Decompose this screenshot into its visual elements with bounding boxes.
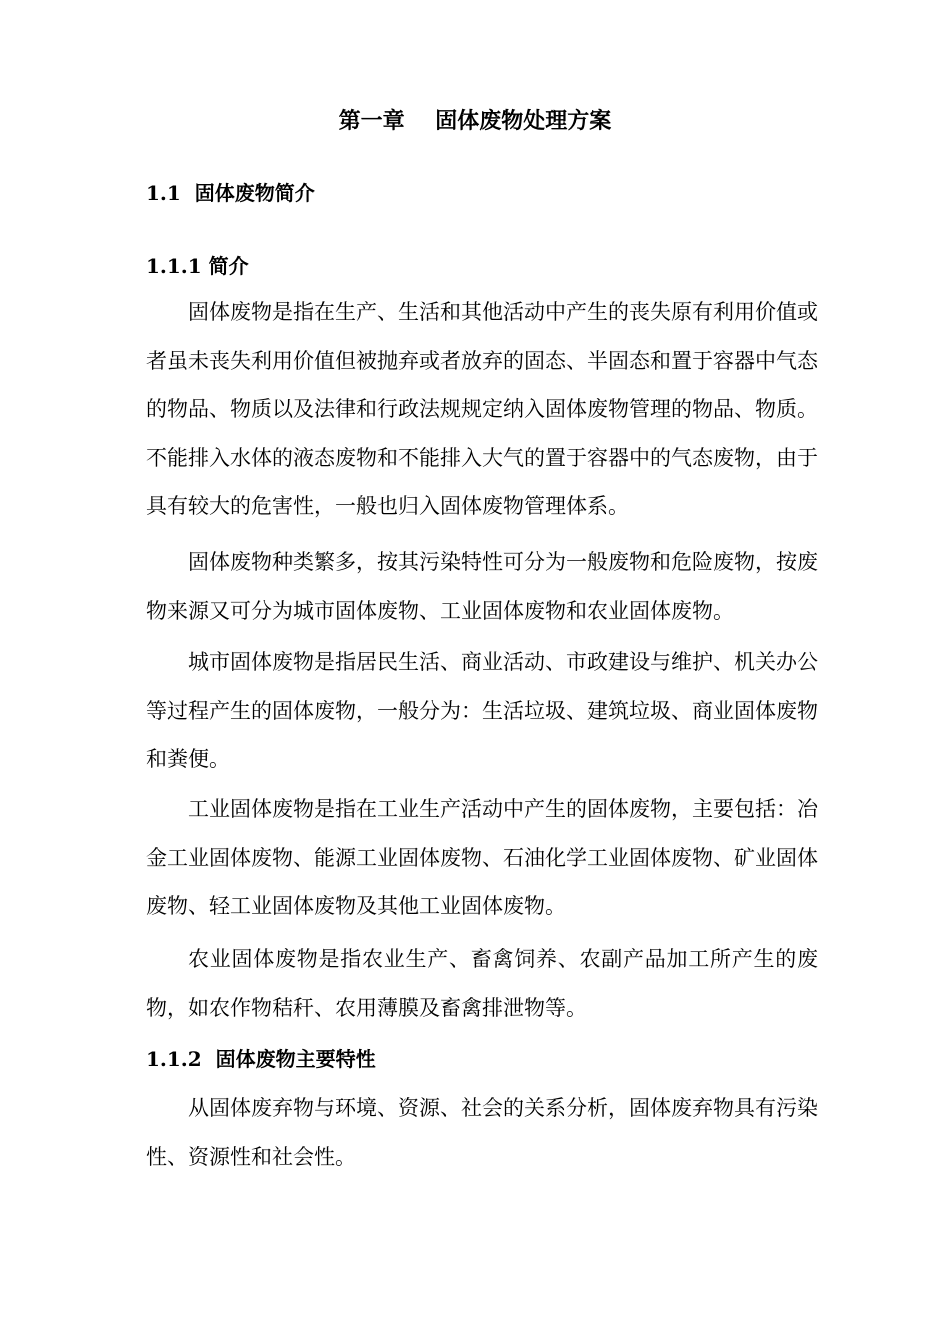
paragraph-classification: 固体废物种类繁多，按其污染特性可分为一般废物和危险废物，按废物来源又可分为城市固体废物、工业固体废物和农业固体废物。 — [146, 550, 818, 623]
paragraph-characteristics: 从固体废弃物与环境、资源、社会的关系分析，固体废弃物具有污染性、资源性和社会性。 — [146, 1096, 818, 1169]
section-heading-1-1: 1.1 固体废物简介 — [146, 181, 315, 205]
paragraph-agricultural-waste: 农业固体废物是指农业生产、畜禽饲养、农副产品加工所产生的废物，如农作物秸秆、农用薄膜及畜禽排泄物等。 — [146, 947, 818, 1020]
paragraph-municipal-waste: 城市固体废物是指居民生活、商业活动、市政建设与维护、机关办公等过程产生的固体废物，一般分为：生活垃圾、建筑垃圾、商业固体废物和粪便。 — [146, 650, 818, 771]
paragraph-definition: 固体废物是指在生产、生活和其他活动中产生的丧失原有利用价值或者虽未丧失利用价值但被抛弃或者放弃的固态、半固态和置于容器中气态的物品、物质以及法律和行政法规规定纳入固体废物管理的物品、物质。不能排入水体的液态废物和不能排入大气的置于容器中的气态废物，由于具有较大的危害性，一般也归入固体废物管理体系。 — [146, 300, 818, 518]
paragraph-industrial-waste: 工业固体废物是指在工业生产活动中产生的固体废物，主要包括：冶金工业固体废物、能源工业固体废物、石油化学工业固体废物、矿业固体废物、轻工业固体废物及其他工业固体废物。 — [146, 797, 818, 918]
section-heading-1-1-1: 1.1.1 简介 — [146, 254, 249, 278]
section-heading-1-1-2: 1.1.2 固体废物主要特性 — [146, 1047, 376, 1071]
chapter-title: 第一章 固体废物处理方案 — [338, 108, 612, 134]
